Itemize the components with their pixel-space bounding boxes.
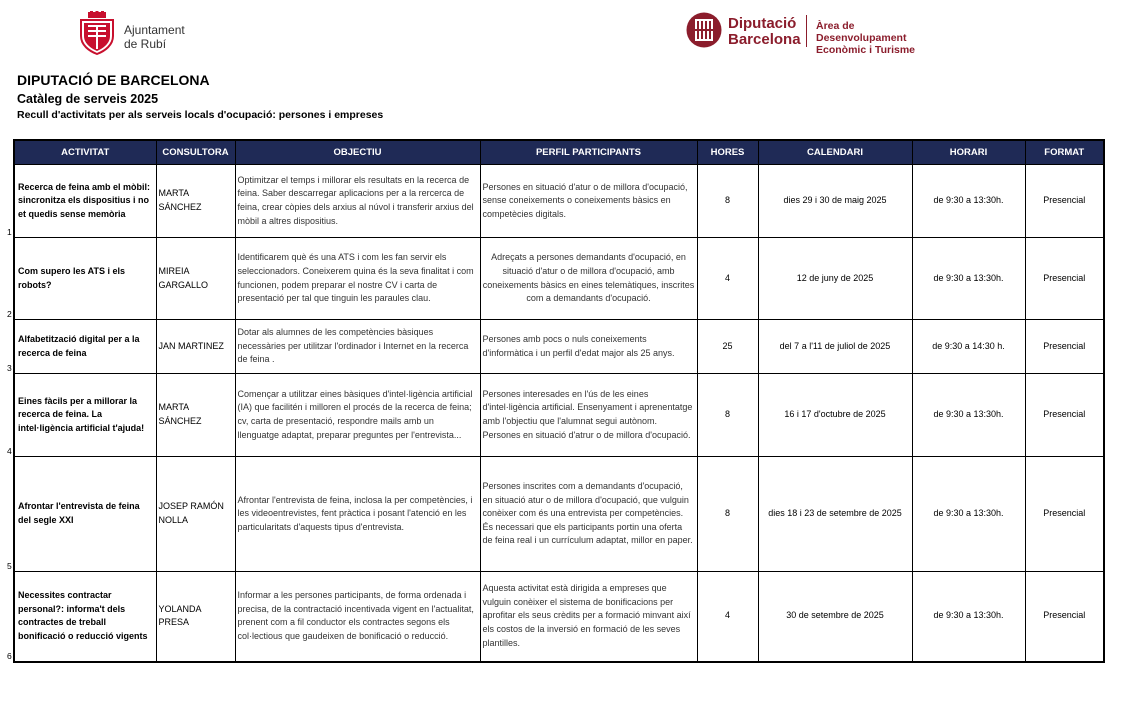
services-table xyxy=(7,139,1105,663)
format-cell: Presencial xyxy=(1025,457,1104,572)
activitat-text: Alfabetització digital per a la recerca de feina xyxy=(18,333,140,358)
table-header-row xyxy=(14,140,1104,165)
activitat-cell xyxy=(7,457,156,572)
objectiu-cell: Afrontar l'entrevista de feina, inclosa la per competències, i les videoentrevistes, fent pràctica i posant l'atenció en les particularitats d'aquests tipus d'entrevista. xyxy=(235,457,480,572)
horari-cell: de 9:30 a 13:30h. xyxy=(912,238,1025,320)
format-cell: Presencial xyxy=(1025,320,1104,374)
col-header-perfil: PERFIL PARTICIPANTS xyxy=(480,140,697,165)
activitat-text: Eines fàcils per a millorar la recerca de feina. La intel·ligència artificial t'ajuda! xyxy=(18,395,145,433)
horari-cell: de 9:30 a 14:30 h. xyxy=(912,320,1025,374)
horari-cell: de 9:30 a 13:30h. xyxy=(912,572,1025,662)
horari-cell: de 9:30 a 13:30h. xyxy=(912,457,1025,572)
format-cell: Presencial xyxy=(1025,572,1104,662)
activitat-cell xyxy=(7,572,156,662)
diputacio-barcelona-logo xyxy=(686,11,946,56)
calendari-cell: del 7 a l'11 de juliol de 2025 xyxy=(758,320,912,374)
col-header-calendari: CALENDARI xyxy=(758,140,912,165)
perfil-cell: Persones en situació d'atur o de millora d'ocupació, sense coneixements o coneixements bàsics en competècies digitals. xyxy=(480,165,697,238)
horari-cell: de 9:30 a 13:30h. xyxy=(912,165,1025,238)
area-line1: Àrea de Desenvolupament xyxy=(816,20,907,44)
perfil-cell: Aquesta activitat està dirigida a empreses que vulguin conèixer el sistema de bonificacions per aprofitar els seus crèdits per a formació minvant així els costos de la inversió en formació de les seves plantilles. xyxy=(480,572,697,662)
objectiu-cell: Començar a utilitzar eines bàsiques d'intel·ligència artificial (IA) que facilitén i milloren el procés de la recerca de feina; cv, carta de presentació, respondre mails amb un llenguatge adaptat, preparar preguntes per l'entrevista... xyxy=(235,374,480,457)
document-title: DIPUTACIÓ DE BARCELONA xyxy=(17,72,210,88)
rubi-shield-icon xyxy=(78,11,116,55)
consultora-cell: YOLANDA PRESA xyxy=(156,572,235,662)
rubi-logo-line2: de Rubí xyxy=(124,37,167,51)
hores-cell: 4 xyxy=(697,238,758,320)
perfil-cell: Persones inscrites com a demandants d'ocupació, en situació atur o de millora d'ocupació, que vulguin conèixer com és una entrevista per competències. És necessari que els participants portin una oferta de feina real i un currículum adaptat, millor en paper. xyxy=(480,457,697,572)
diputacio-logo-line1: Diputació xyxy=(728,15,797,32)
area-line2: Econòmic i Turisme xyxy=(816,44,915,56)
hores-cell: 8 xyxy=(697,165,758,238)
row-number: 5 xyxy=(7,561,12,571)
calendari-cell: 12 de juny de 2025 xyxy=(758,238,912,320)
ajuntament-rubi-logo xyxy=(78,11,208,55)
activitat-text: Necessites contractar personal?: informa't dels contractes de treball bonificació o reducció vigents xyxy=(18,590,148,641)
row-number: 2 xyxy=(7,309,12,319)
document-subtitle: Catàleg de serveis 2025 xyxy=(17,92,159,106)
consultora-cell: MARTA SÁNCHEZ xyxy=(156,374,235,457)
activitat-text: Com supero les ATS i els robots? xyxy=(18,265,126,290)
col-header-objectiu: OBJECTIU xyxy=(235,140,480,165)
activitat-cell xyxy=(7,238,156,320)
hores-cell: 8 xyxy=(697,457,758,572)
col-header-horari: HORARI xyxy=(912,140,1025,165)
col-header-consultora: CONSULTORA xyxy=(156,140,235,165)
hores-cell: 4 xyxy=(697,572,758,662)
diputacio-logo-line2: Barcelona xyxy=(728,31,801,48)
activitat-text: Recerca de feina amb el mòbil: sincronitza els dispositius i no et quedis sense memòria xyxy=(18,181,151,219)
activitat-text: Afrontar l'entrevista de feina del segle XXI xyxy=(18,501,140,525)
document-description: Recull d'activitats per als serveis locals d'ocupació: persones i empreses xyxy=(17,109,384,121)
table-row xyxy=(14,238,1104,320)
calendari-cell: dies 29 i 30 de maig 2025 xyxy=(758,165,912,238)
col-header-format: FORMAT xyxy=(1025,140,1104,165)
format-cell: Presencial xyxy=(1025,374,1104,457)
col-header-hores: HORES xyxy=(697,140,758,165)
activitat-cell xyxy=(7,320,156,374)
row-number: 4 xyxy=(7,446,12,456)
col-header-activitat: ACTIVITAT xyxy=(14,140,156,165)
format-cell: Presencial xyxy=(1025,165,1104,238)
horari-cell: de 9:30 a 13:30h. xyxy=(912,374,1025,457)
objectiu-cell: Identificarem què és una ATS i com les fan servir els seleccionadors. Coneixerem quina és la seva finalitat i com funcionen, podem preparar el nostre CV i carta de presentació per tal que tinguin les paraules clau. xyxy=(235,238,480,320)
objectiu-cell: Optimitzar el temps i millorar els resultats en la recerca de feina. Saber descarregar aplicacions per a la rercerca de feina, crear còpies dels arxius al núvol i transferir arxius del mòbil a altres dispositius. xyxy=(235,165,480,238)
calendari-cell: 30 de setembre de 2025 xyxy=(758,572,912,662)
table-row xyxy=(14,374,1104,457)
table-row xyxy=(14,572,1104,662)
activitat-cell xyxy=(7,165,156,238)
perfil-cell: Adreçats a persones demandants d'ocupació, en situació d'atur o de millora d'ocupació, amb coneixements bàsics en eines telemàtiques, inscrites com a demandants d'ocupació. xyxy=(480,238,697,320)
consultora-cell: JAN MARTINEZ xyxy=(156,320,235,374)
activitat-cell xyxy=(7,374,156,457)
objectiu-cell: Dotar als alumnes de les competències bàsiques necessàries per utilitzar l'ordinador i Internet en la recerca de feina . xyxy=(235,320,480,374)
consultora-cell: JOSEP RAMÓN NOLLA xyxy=(156,457,235,572)
row-number: 1 xyxy=(7,227,12,237)
row-number: 6 xyxy=(7,650,12,661)
consultora-cell: MARTA SÁNCHEZ xyxy=(156,165,235,238)
table-row xyxy=(14,165,1104,238)
logo-divider xyxy=(806,15,807,47)
diputacio-seal-icon xyxy=(686,11,722,49)
row-number: 3 xyxy=(7,363,12,373)
calendari-cell: dies 18 i 23 de setembre de 2025 xyxy=(758,457,912,572)
hores-cell: 25 xyxy=(697,320,758,374)
perfil-cell: Persones interesades en l'ús de les eines d'intel·ligència artificial. Ensenyament i aprenentatge amb l'objectiu que l'alumnat segui autònom. Persones en situació d'atrur o de millora d'ocupació. xyxy=(480,374,697,457)
format-cell: Presencial xyxy=(1025,238,1104,320)
consultora-cell: MIREIA GARGALLO xyxy=(156,238,235,320)
perfil-cell: Persones amb pocs o nuls coneixements d'informàtica i un perfil d'edat major als 25 anys. xyxy=(480,320,697,374)
calendari-cell: 16 i 17 d'octubre de 2025 xyxy=(758,374,912,457)
rubi-logo-line1: Ajuntament xyxy=(124,23,185,37)
table-row xyxy=(14,320,1104,374)
objectiu-cell: Informar a les persones participants, de forma ordenada i precisa, de la contractació incentivada vigent en l'actualitat, prenent com a fil conductor els contractes segons els col·lectious que gaudeixen de bonificació o reducció. xyxy=(235,572,480,662)
table-row xyxy=(14,457,1104,572)
hores-cell: 8 xyxy=(697,374,758,457)
